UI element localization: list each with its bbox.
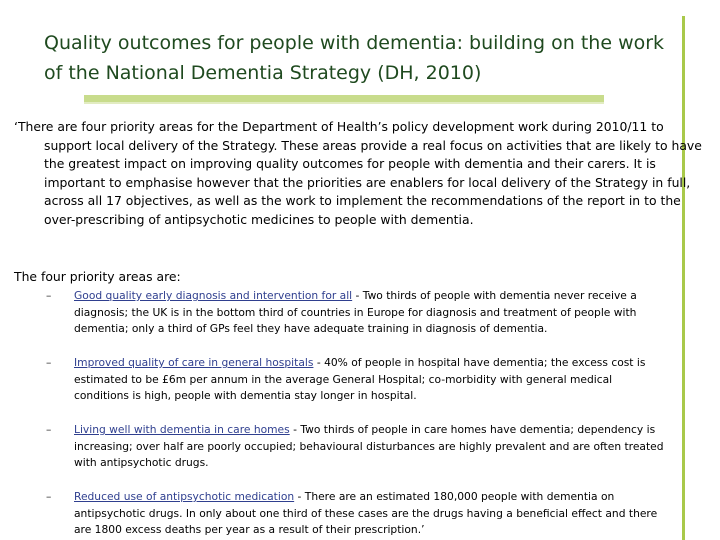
priority-link-antipsychotic[interactable]: Reduced use of antipsychotic medication xyxy=(74,490,295,503)
priority-link-care-homes[interactable]: Living well with dementia in care homes xyxy=(74,423,290,436)
priority-item-antipsychotic xyxy=(46,489,666,539)
priority-item-diagnosis xyxy=(46,288,666,338)
title-underline-bar xyxy=(84,95,604,102)
priority-text-care-homes: - Two thirds of people in care homes have dementia; dependency is increasing; over half are poorly occupied; behavioural disturbances are highly prevalent and are often treated with antipsychotic drugs. xyxy=(74,423,664,470)
priority-link-diagnosis[interactable]: Good quality early diagnosis and intervention for all xyxy=(74,289,353,302)
bullet-dash: – xyxy=(46,289,52,302)
vertical-accent-line xyxy=(682,16,685,540)
priority-link-hospitals[interactable]: Improved quality of care in general hospitals xyxy=(74,356,314,369)
priority-text-hospitals: - 40% of people in hospital have dementia; the excess cost is estimated to be £6m per annum in the average General Hospital; co-morbidity with general medical conditions is high, people with dementia stay longer in hospital. xyxy=(74,356,646,403)
priority-text-diagnosis: - Two thirds of people with dementia never receive a diagnosis; the UK is in the bottom third of countries in Europe for diagnosis and treatment of people with dementia; only a third of GPs feel they have adequate training in diagnosis of dementia. xyxy=(74,289,637,336)
bullet-dash: – xyxy=(46,423,52,436)
priority-text-antipsychotic: - There are an estimated 180,000 people with dementia on antipsychotic drugs. In only about one third of these cases are the drugs having a beneficial effect and there are 1800 excess deaths per year as a result of their prescription.’ xyxy=(74,490,658,537)
priority-item-care-homes xyxy=(46,422,666,472)
bullet-dash: – xyxy=(46,490,52,503)
intro-quote: ‘There are four priority areas for the Department of Health’s policy development work during 2010/11 to support local delivery of the Strategy. These areas provide a real focus on activities that are likely to have the greatest impact on improving quality outcomes for people with dementia and their carers. It is important to emphasise however that the priorities are enablers for local delivery of the Strategy in full, across all 17 objectives, as well as the work to implement the recommendations of the report in to the over-prescribing of antipsychotic medicines to people with dementia. xyxy=(14,119,702,227)
priority-item-hospitals xyxy=(46,355,666,405)
priority-intro: The four priority areas are: xyxy=(14,269,181,284)
bullet-dash: – xyxy=(46,356,52,369)
page-title: Quality outcomes for people with dementia: building on the work of the National Dementia Strategy (DH, 2010) xyxy=(44,32,665,84)
